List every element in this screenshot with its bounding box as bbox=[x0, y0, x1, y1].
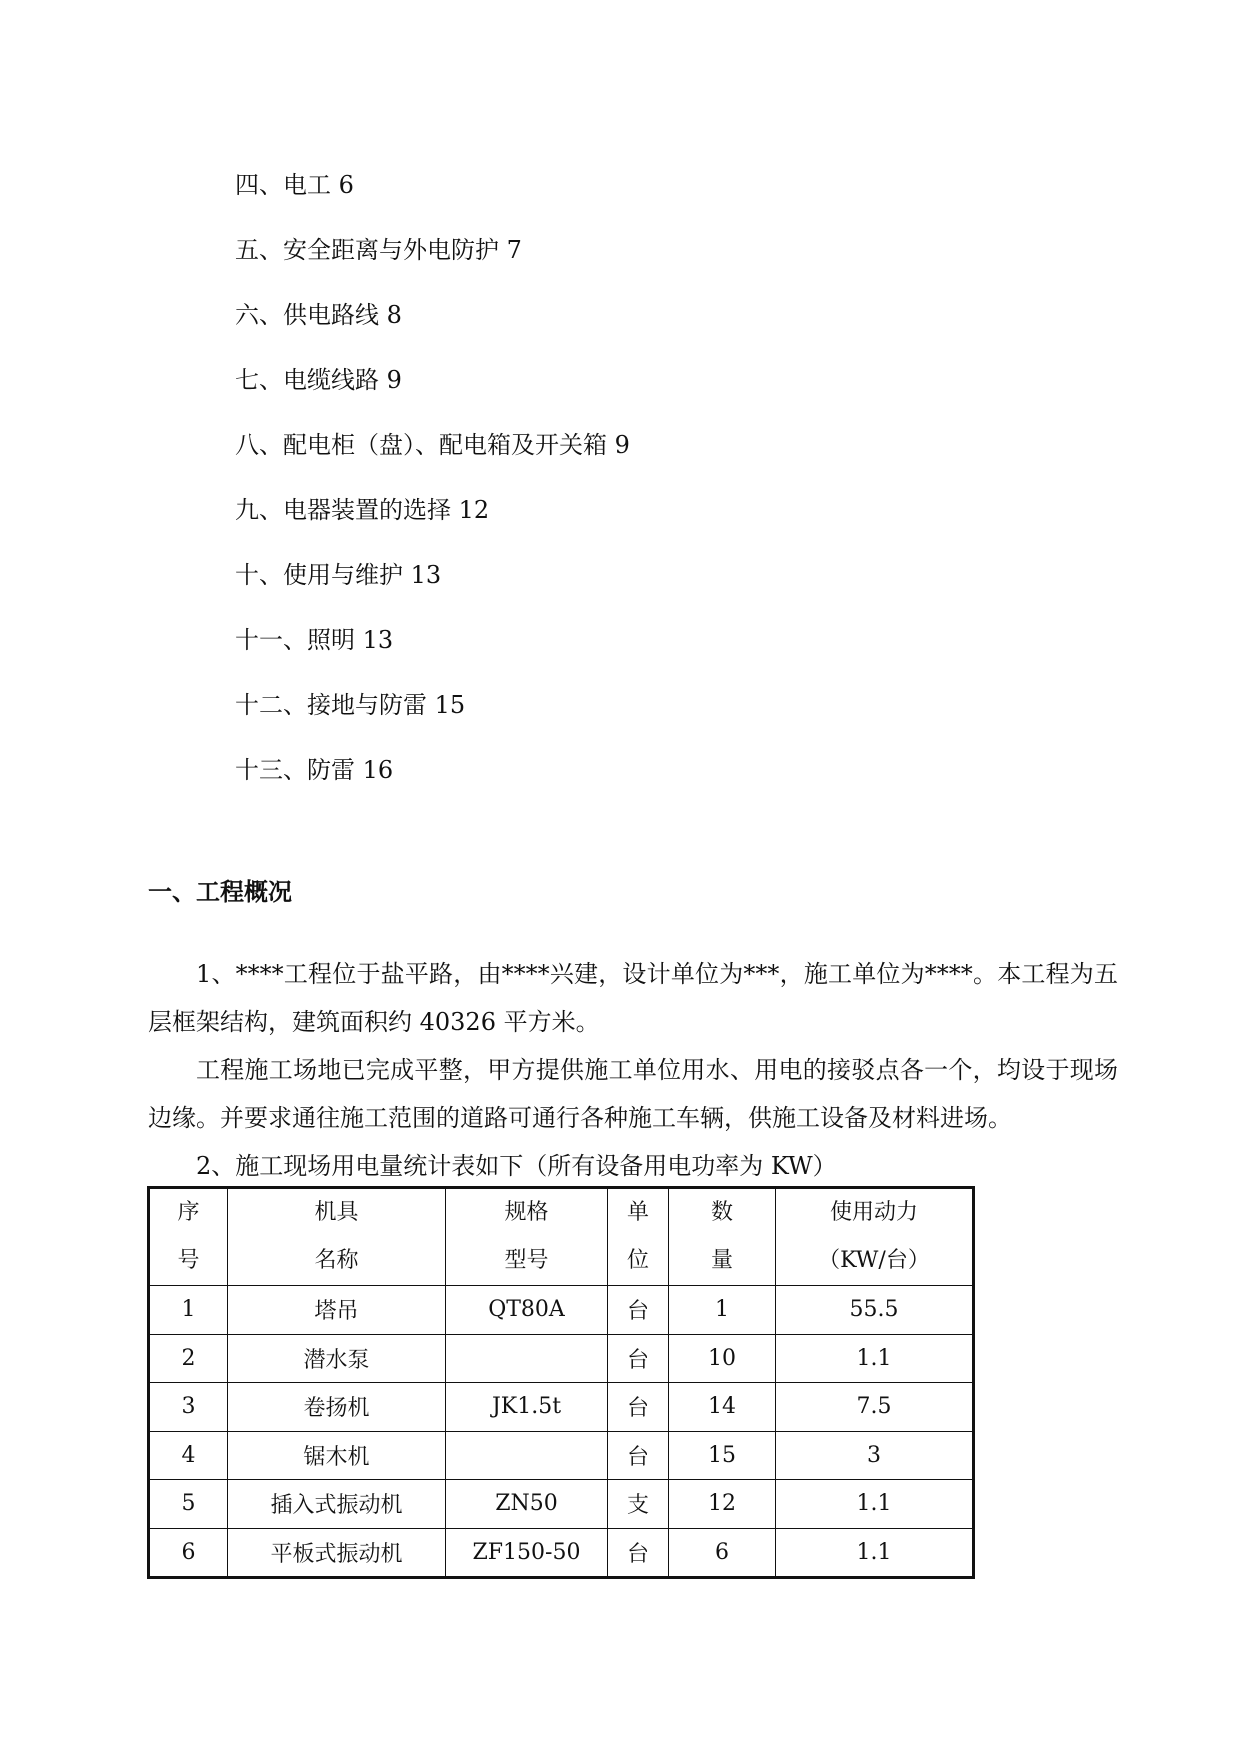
header-cell-index: 序 号 bbox=[149, 1188, 228, 1286]
cell-model: QT80A bbox=[446, 1286, 608, 1335]
cell-unit: 台 bbox=[608, 1528, 669, 1578]
cell-index: 4 bbox=[149, 1431, 228, 1480]
cell-power: 1.1 bbox=[776, 1528, 974, 1578]
cell-power: 1.1 bbox=[776, 1334, 974, 1383]
paragraph: 2、施工现场用电量统计表如下（所有设备用电功率为 KW） bbox=[196, 1152, 837, 1180]
table-row bbox=[149, 1286, 974, 1335]
cell-index: 5 bbox=[149, 1480, 228, 1529]
cell-index: 6 bbox=[149, 1528, 228, 1578]
toc-entry: 四、电工 6 bbox=[235, 171, 354, 199]
toc-entry: 八、配电柜（盘）、配电箱及开关箱 9 bbox=[235, 431, 630, 459]
toc-entry: 十一、照明 13 bbox=[235, 626, 394, 654]
table-row bbox=[149, 1431, 974, 1480]
paragraph: 工程施工场地已完成平整，甲方提供施工单位用水、用电的接驳点各一个，均设于现场边缘。并要求通往施工范围的道路可通行各种施工车辆，供施工设备及材料进场。 bbox=[148, 1056, 1118, 1132]
cell-index: 1 bbox=[149, 1286, 228, 1335]
cell-unit: 台 bbox=[608, 1334, 669, 1383]
cell-quantity: 6 bbox=[669, 1528, 776, 1578]
cell-quantity: 10 bbox=[669, 1334, 776, 1383]
cell-name: 平板式振动机 bbox=[228, 1528, 446, 1578]
cell-model bbox=[446, 1431, 608, 1480]
cell-name: 卷扬机 bbox=[228, 1383, 446, 1432]
cell-name: 潜水泵 bbox=[228, 1334, 446, 1383]
cell-name: 塔吊 bbox=[228, 1286, 446, 1335]
table-of-contents bbox=[235, 165, 1035, 815]
cell-quantity: 15 bbox=[669, 1431, 776, 1480]
section-heading: 一、工程概况 bbox=[148, 878, 292, 906]
table-row bbox=[149, 1528, 974, 1578]
cell-quantity: 1 bbox=[669, 1286, 776, 1335]
cell-quantity: 12 bbox=[669, 1480, 776, 1529]
header-cell-power: 使用动力 （KW/台） bbox=[776, 1188, 974, 1286]
toc-entry: 五、安全距离与外电防护 7 bbox=[235, 236, 522, 264]
cell-unit: 台 bbox=[608, 1383, 669, 1432]
table-row bbox=[149, 1383, 974, 1432]
power-usage-table bbox=[147, 1186, 975, 1579]
toc-entry: 十三、防雷 16 bbox=[235, 756, 394, 784]
cell-index: 2 bbox=[149, 1334, 228, 1383]
toc-entry: 九、电器装置的选择 12 bbox=[235, 496, 490, 524]
toc-entry: 七、电缆线路 9 bbox=[235, 366, 402, 394]
cell-model: JK1.5t bbox=[446, 1383, 608, 1432]
toc-entry: 十二、接地与防雷 15 bbox=[235, 691, 466, 719]
cell-power: 7.5 bbox=[776, 1383, 974, 1432]
cell-unit: 台 bbox=[608, 1431, 669, 1480]
table-header-row bbox=[149, 1188, 974, 1286]
table-row bbox=[149, 1480, 974, 1529]
cell-model: ZN50 bbox=[446, 1480, 608, 1529]
toc-entry: 六、供电路线 8 bbox=[235, 301, 402, 329]
toc-entry: 十、使用与维护 13 bbox=[235, 561, 442, 589]
cell-name: 插入式振动机 bbox=[228, 1480, 446, 1529]
cell-power: 1.1 bbox=[776, 1480, 974, 1529]
header-cell-name: 机具 名称 bbox=[228, 1188, 446, 1286]
header-cell-quantity: 数 量 bbox=[669, 1188, 776, 1286]
table-row bbox=[149, 1334, 974, 1383]
cell-name: 锯木机 bbox=[228, 1431, 446, 1480]
power-usage-table-wrapper bbox=[147, 1186, 975, 1579]
cell-index: 3 bbox=[149, 1383, 228, 1432]
cell-quantity: 14 bbox=[669, 1383, 776, 1432]
cell-unit: 台 bbox=[608, 1286, 669, 1335]
header-cell-unit: 单 位 bbox=[608, 1188, 669, 1286]
cell-power: 55.5 bbox=[776, 1286, 974, 1335]
cell-model bbox=[446, 1334, 608, 1383]
cell-unit: 支 bbox=[608, 1480, 669, 1529]
cell-power: 3 bbox=[776, 1431, 974, 1480]
section-body bbox=[148, 950, 1118, 1190]
paragraph: 1、****工程位于盐平路，由****兴建，设计单位为***，施工单位为****。本工程为五层框架结构，建筑面积约 40326 平方米。 bbox=[148, 960, 1118, 1036]
header-cell-model: 规格 型号 bbox=[446, 1188, 608, 1286]
cell-model: ZF150-50 bbox=[446, 1528, 608, 1578]
